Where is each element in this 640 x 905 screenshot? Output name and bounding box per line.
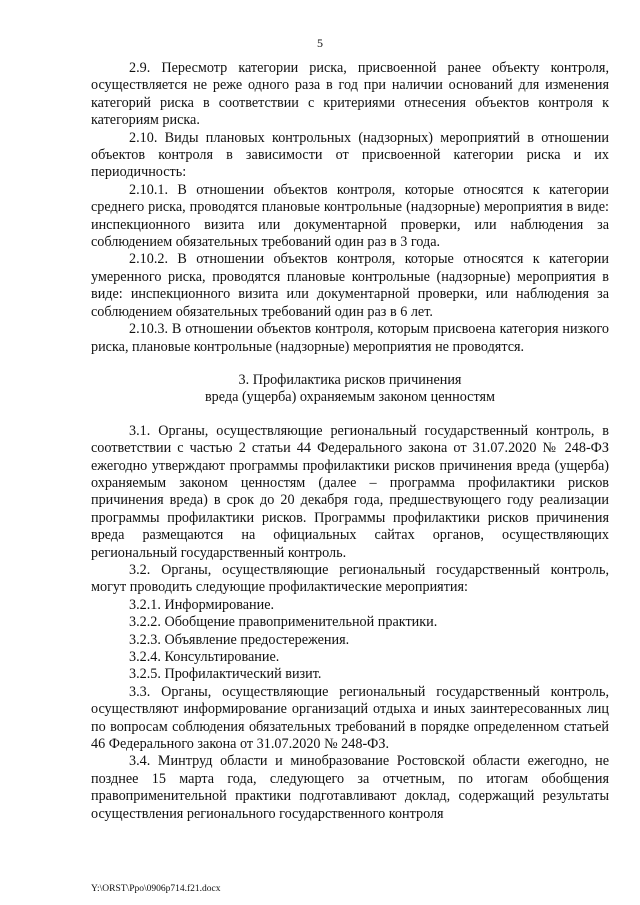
paragraph-3-3: 3.3. Органы, осуществляющие региональный государственный контроль, осуществляют информирование организаций отдыха и иных заинтересованных лиц по вопросам соблюдения обязательных требований в порядке определенном статьей 46 Федерального закона от 31.07.2020 № 248-ФЗ. (91, 683, 609, 753)
paragraph-2-9: 2.9. Пересмотр категории риска, присвоенной ранее объекту контроля, осуществляется не реже одного раза в год при наличии оснований для изменения категорий риска в соответствии с критериями отнесения объектов контроля к категориям риска. (91, 60, 609, 129)
paragraph-2-10-2: 2.10.2. В отношении объектов контроля, которые относятся к категории умеренного риска, проводятся плановые контрольные (надзорные) мероприятия в виде: инспекционного визита или документарной проверки, или наблюдения за соблюдением обязательных требований один раз в 6 лет. (91, 251, 609, 320)
document-body (91, 60, 609, 823)
paragraph-3-2: 3.2. Органы, осуществляющие региональный государственный контроль, могут проводить следующие профилактические мероприятия: (91, 561, 609, 596)
section-heading-line-1: 3. Профилактика рисков причинения (238, 371, 462, 388)
paragraph-3-1: 3.1. Органы, осуществляющие региональный государственный контроль, в соответствии с частью 2 статьи 44 Федерального закона от 31.07.2020 № 248-ФЗ ежегодно утверждают программы профилактики рисков причинения вреда (ущерба) охраняемым законом ценностям (далее – программа профилактики рисков причинения вреда) в срок до 20 декабря года, предшествующего году реализации программы профилактики рисков. Программы профилактики рисков причинения вреда размещаются на официальных сайтах органов, осуществляющих региональный государственный контроль. (91, 422, 609, 561)
list-item-3-2-4: 3.2.4. Консультирование. (129, 649, 280, 665)
list-item-3-2-5: 3.2.5. Профилактический визит. (129, 666, 322, 683)
list-item-3-2-3: 3.2.3. Объявление предостережения. (129, 631, 350, 648)
page-number: 5 (317, 36, 323, 50)
paragraph-2-10: 2.10. Виды плановых контрольных (надзорных) мероприятий в отношении объектов контроля в зависимости от присвоенной категории риска и их периодичность: (91, 129, 609, 181)
list-item-3-2-2: 3.2.2. Обобщение правоприменительной практики. (129, 614, 438, 631)
paragraph-2-10-3: 2.10.3. В отношении объектов контроля, которым присвоена категория низкого риска, плановые контрольные (надзорные) мероприятия не проводятся. (91, 321, 609, 355)
list-item-3-2-1: 3.2.1. Информирование. (129, 596, 275, 613)
paragraph-3-4: 3.4. Минтруд области и минобразование Ростовской области ежегодно, не позднее 15 марта года, следующего за отчетным, по итогам обобщения правоприменительной практики подготавливают доклад, содержащий результаты осуществления регионального государственного контроля (91, 753, 609, 822)
section-heading-line-2: вреда (ущерба) охраняемым законом ценностям (204, 389, 495, 406)
footer-file-path: Y:\ORST\Ppo\0906p714.f21.docx (91, 884, 221, 894)
paragraph-2-10-1: 2.10.1. В отношении объектов контроля, которые относятся к категории среднего риска, проводятся плановые контрольные (надзорные) мероприятия в виде: инспекционного визита или документарной проверки, или наблюдения за соблюдением обязательных требований один раз в 3 года. (91, 181, 609, 251)
section-heading (91, 372, 609, 407)
